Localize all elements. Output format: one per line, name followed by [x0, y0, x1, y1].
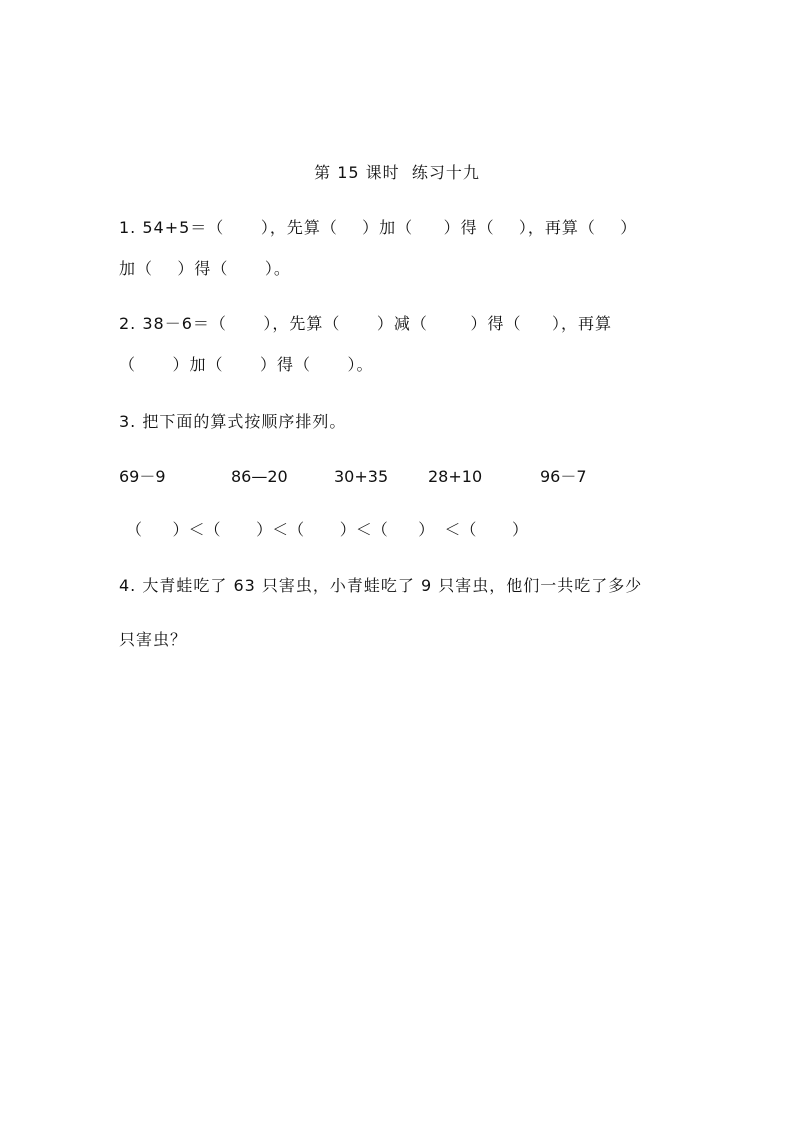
question-4-line-2: 只害虫？ — [119, 630, 188, 649]
question-3-prompt: 3. 把下面的算式按顺序排列。 — [119, 412, 347, 431]
page-title: 第 15 课时 练习十九 — [314, 163, 480, 182]
expression-item: 30+35 — [334, 467, 389, 486]
ordering-blanks: （ ）＜（ ）＜（ ）＜（ ） ＜（ ） — [126, 520, 529, 539]
question-4-line-1: 4. 大青蛙吃了 63 只害虫，小青蛙吃了 9 只害虫，他们一共吃了多少 — [119, 576, 643, 595]
question-1-line-1: 1. 54+5＝（ ），先算（ ）加（ ）得（ ），再算（ ） — [119, 218, 638, 237]
expression-item: 86—20 — [231, 467, 288, 486]
question-2-line-2: （ ）加（ ）得（ ）。 — [119, 355, 374, 374]
question-1-line-2: 加（ ）得（ ）。 — [119, 259, 291, 278]
question-2-line-1: 2. 38－6＝（ ），先算（ ）减（ ）得（ ），再算 — [119, 314, 612, 333]
expression-item: 96－7 — [540, 467, 587, 486]
expression-item: 69－9 — [119, 467, 166, 486]
expression-item: 28+10 — [428, 467, 483, 486]
